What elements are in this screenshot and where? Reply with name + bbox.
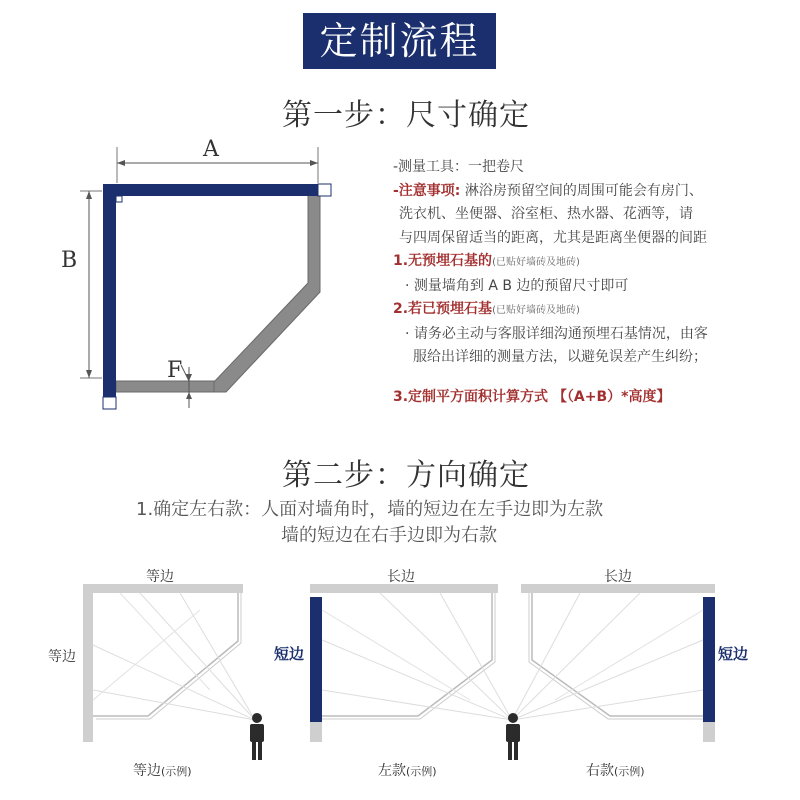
- dim-b-label: B: [61, 248, 78, 273]
- diagram-left-side-label: 短边: [274, 645, 305, 663]
- measure-notes: [393, 156, 788, 409]
- note-attention: [393, 180, 788, 204]
- note-attention-line2: 洗衣机、坐便器、浴室柜、热水器、花洒等，请: [399, 206, 693, 222]
- step2-title: 第二步：方向确定: [282, 458, 530, 493]
- dim-a-label: A: [203, 137, 219, 162]
- step2-desc-line1: 1.确定左右款：人面对墙角时，墙的短边在左手边即为左款: [136, 499, 604, 520]
- diagram-left: [310, 584, 512, 742]
- diagram-equal-caption: [133, 760, 192, 780]
- diagram-right-side-label: 短边: [718, 645, 749, 663]
- step1-title: 第一步：尺寸确定: [282, 98, 530, 133]
- step2-description: [136, 497, 603, 549]
- diagram-right-caption: [586, 760, 645, 780]
- diagram-equal-caption-small: (示例): [161, 765, 192, 778]
- note-attention-line3: 与四周保留适当的距离，尤其是距离坐便器的间距: [399, 229, 707, 246]
- diagram-right: [512, 584, 715, 742]
- diagram-left-caption: [378, 760, 437, 780]
- person-icon: [250, 713, 264, 760]
- step2-desc-line2: 墙的短边在右手边即为右款: [281, 525, 497, 546]
- diagram-equal: [83, 584, 255, 742]
- diagram-equal-side-label: 等边: [48, 649, 76, 665]
- diagram-equal-top-label: 等边: [146, 569, 174, 585]
- note-item2-title: 2.若已预埋石基: [393, 301, 493, 317]
- diagram-right-top-label: 长边: [604, 569, 632, 585]
- note-item1-text: · 测量墙角到 A B 边的预留尺寸即可: [405, 277, 629, 294]
- diagram-left-top-label: 长边: [387, 569, 415, 585]
- note-item2-text2: 服给出详细的测量方法，以避免误差产生纠纷；: [413, 349, 707, 365]
- page-title-badge: 定制流程: [303, 13, 496, 69]
- diagram-left-caption-small: (示例): [406, 765, 437, 778]
- note-tool: -测量工具：一把卷尺: [393, 159, 525, 175]
- note-attention-label: -注意事项:: [393, 182, 461, 199]
- note-attention-text: 淋浴房预留空间的周围可能会有房门、: [464, 182, 703, 199]
- diagram-left-caption-text: 左款: [378, 763, 406, 779]
- note-item3: [393, 386, 788, 410]
- diagram-equal-caption-text: 等边: [133, 763, 161, 779]
- measure-diagram: [61, 137, 331, 409]
- note-item2-sub: (已贴好墙砖及地砖): [492, 305, 580, 316]
- person-icon: [506, 713, 520, 760]
- dim-f-label: F: [167, 358, 183, 383]
- note-item1-title: 1.无预埋石基的: [393, 253, 493, 269]
- diagram-right-caption-text: 右款: [586, 763, 614, 779]
- note-item3-text: 3.定制平方面积计算方式 【（A+B）*高度】: [393, 388, 671, 405]
- note-item1: [393, 250, 788, 275]
- note-item2: [393, 298, 788, 323]
- diagram-right-caption-small: (示例): [614, 765, 645, 778]
- note-item2-text1: · 请务必主动与客服详细沟通预埋石基情况，由客: [405, 325, 708, 342]
- note-item1-sub: (已贴好墙砖及地砖): [492, 257, 580, 268]
